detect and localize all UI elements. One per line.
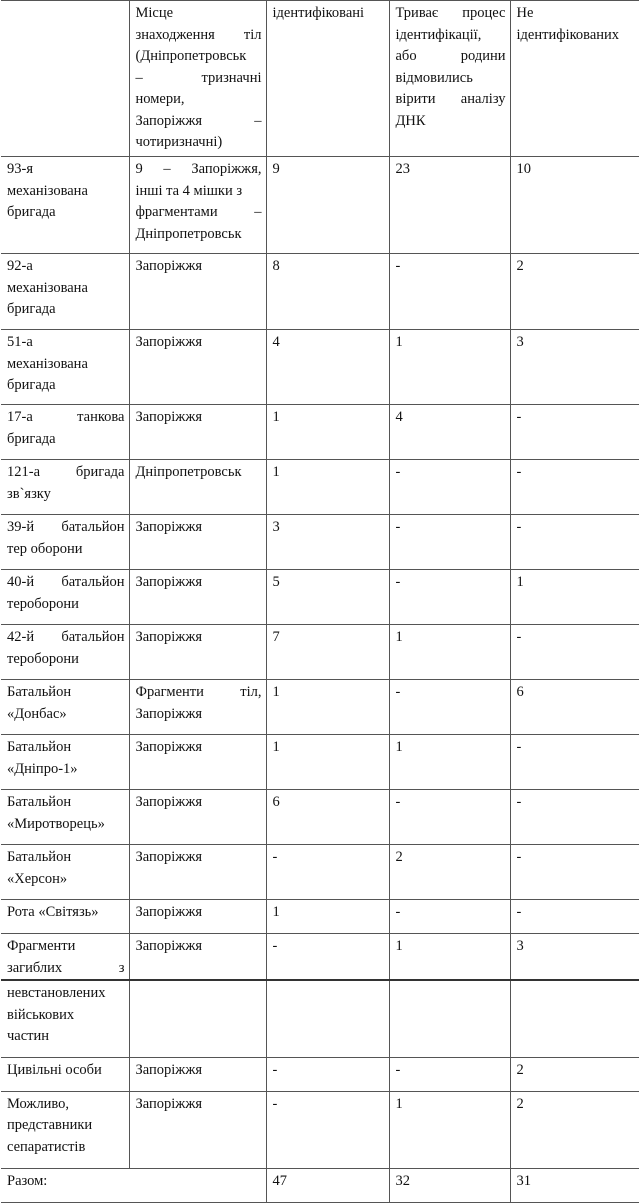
identified-cell [266,980,389,1057]
unit-cell [1,254,129,330]
not-identified-cell [510,980,639,1057]
unit-cell [1,980,129,1057]
unit-cell-line: 39-й батальйон [7,519,125,535]
header-unit [1,1,129,157]
unit-cell-line: бригада [7,377,56,393]
table-row [1,680,639,735]
unit-cell-line: загиблих з [7,959,125,976]
not-identified-cell: - [510,845,639,900]
unit-cell [1,1091,129,1168]
unit-cell [1,330,129,405]
location-cell [129,1091,266,1168]
location-cell [129,900,266,934]
location-cell-line: Запоріжжя [135,1061,203,1078]
in-progress-cell: 23 [389,157,510,254]
unit-cell-line: сепаратистів [7,1138,86,1155]
table-row [1,570,639,625]
identified-cell: 5 [266,570,389,625]
location-cell [129,570,266,625]
header-row [1,1,639,157]
identified-cell: 6 [266,790,389,845]
unit-cell-line: «Миротворець» [7,815,105,832]
unit-cell [1,790,129,845]
location-cell [129,680,266,735]
header-identified: ідентифіковані [266,1,389,157]
location-cell-line: Запоріжжя [135,904,203,920]
table-row [1,735,639,790]
location-cell-line: Дніпропетровськ [135,464,242,480]
unit-cell-line: тероборони [7,595,79,612]
unit-cell-line: бригада [7,430,56,447]
location-cell [129,735,266,790]
unit-cell-line: Фрагменти [7,938,76,954]
identified-cell: 1 [266,900,389,934]
header-in-progress-line: ідентифікації, [395,26,482,43]
table-row [1,934,639,981]
unit-cell-line: тер оборони [7,540,83,557]
unit-cell-line: механізована [7,355,88,372]
location-cell-line: Запоріжжя [135,739,203,755]
in-progress-cell: 1 [389,735,510,790]
unit-cell-line: Можливо, [7,1095,70,1112]
unit-cell-line: бригада [7,204,56,220]
in-progress-cell: 1 [389,625,510,680]
total-in-progress: 32 [389,1168,510,1202]
location-cell [129,845,266,900]
not-identified-cell: - [510,900,639,934]
location-cell-line: Запоріжжя [135,409,203,425]
table-row [1,405,639,460]
location-cell [129,405,266,460]
location-cell-line: інші та 4 мішки з [135,182,243,199]
location-cell-line: Фрагменти тіл, [135,684,262,700]
identified-cell: 3 [266,515,389,570]
unit-cell-line: «Донбас» [7,705,67,722]
in-progress-cell: - [389,900,510,934]
header-location-line: – тризначні [135,69,262,86]
header-not-identified-line: Не [516,5,534,21]
in-progress-cell: - [389,570,510,625]
table-row [1,1091,639,1168]
unit-cell-line: Батальйон [7,684,72,700]
unit-cell-line: механізована [7,182,88,199]
table-row [1,625,639,680]
location-cell-line: Запоріжжя [135,519,203,535]
total-not-identified: 31 [510,1168,639,1202]
location-cell-line: Запоріжжя [135,629,203,645]
table-row [1,845,639,900]
identified-cell: - [266,845,389,900]
location-cell [129,980,266,1057]
unit-cell-line: військових [7,1006,75,1023]
table-row [1,900,639,934]
unit-cell [1,934,129,981]
unit-cell-line: частин [7,1028,50,1044]
header-in-progress-line: відмовились [395,69,473,86]
total-label: Разом: [1,1168,266,1202]
header-location-line: номери, [135,91,185,107]
identified-cell: 1 [266,680,389,735]
location-cell-line: Запоріжжя [135,334,203,350]
in-progress-cell: - [389,254,510,330]
unit-cell [1,845,129,900]
unit-cell [1,680,129,735]
location-cell [129,157,266,254]
identified-cell: 4 [266,330,389,405]
unit-cell [1,900,129,934]
not-identified-cell: 10 [510,157,639,254]
unit-cell [1,460,129,515]
unit-cell-line: представники [7,1117,93,1133]
header-location [129,1,266,157]
location-cell-line: фрагментами – [135,204,262,220]
location-cell-line: Запоріжжя [135,938,203,954]
unit-cell-line: 51-а [7,334,33,350]
unit-cell-line: 121-а бригада [7,464,125,480]
unit-cell-line: 17-а танкова [7,409,125,425]
location-cell [129,934,266,981]
not-identified-cell: 2 [510,1091,639,1168]
in-progress-cell: 4 [389,405,510,460]
table-row [1,254,639,330]
unit-cell-line: тероборони [7,650,79,667]
identified-cell: - [266,1091,389,1168]
table-row [1,980,639,1057]
table-row [1,157,639,254]
table-row [1,460,639,515]
location-cell-line: Дніпропетровськ [135,225,242,242]
unit-cell-line: Цивільні особи [7,1061,102,1078]
in-progress-cell: - [389,790,510,845]
unit-cell-line: Батальйон [7,739,72,755]
unit-cell-line: зв`язку [7,485,51,502]
unit-cell [1,1057,129,1091]
header-location-line: Запоріжжя – [135,112,262,129]
table-row [1,790,639,845]
location-cell-line: Запоріжжя [135,794,203,810]
identified-cell: 1 [266,460,389,515]
header-in-progress-line: вірити аналізу [395,91,506,107]
unit-cell-line: Батальйон [7,794,72,810]
unit-cell-line: 42-й батальйон [7,629,125,645]
location-cell [129,1057,266,1091]
identified-cell: - [266,934,389,981]
location-cell [129,254,266,330]
not-identified-cell: - [510,515,639,570]
in-progress-cell: - [389,680,510,735]
unit-cell-line: Рота «Світязь» [7,904,99,920]
not-identified-cell: 3 [510,330,639,405]
not-identified-cell: - [510,625,639,680]
not-identified-cell: - [510,735,639,790]
identified-cell: 1 [266,735,389,790]
table-body [1,1,639,1203]
identified-cell: 1 [266,405,389,460]
unit-cell [1,735,129,790]
in-progress-cell: - [389,460,510,515]
location-cell-line: Запоріжжя [135,1095,203,1112]
not-identified-cell: 2 [510,1057,639,1091]
in-progress-cell: 1 [389,1091,510,1168]
header-location-line: знаходження тіл [135,26,262,43]
unit-cell [1,570,129,625]
not-identified-cell: - [510,460,639,515]
location-cell-line: 9 – Запоріжжя, [135,161,262,177]
unit-cell [1,625,129,680]
unit-cell [1,515,129,570]
table-row [1,515,639,570]
location-cell-line: Запоріжжя [135,705,203,722]
in-progress-cell: 1 [389,934,510,981]
in-progress-cell: - [389,515,510,570]
location-cell [129,790,266,845]
location-cell-line: Запоріжжя [135,258,203,274]
header-not-identified-line: ідентифікованих [516,26,620,43]
unit-cell [1,405,129,460]
identification-table [1,0,639,1203]
header-location-line: (Дніпропетровськ [135,48,247,64]
identified-cell: 7 [266,625,389,680]
header-not-identified [510,1,639,157]
table-row [1,330,639,405]
unit-cell-line: 93-я [7,161,33,177]
unit-cell-line: «Дніпро-1» [7,760,78,777]
unit-cell-line: Батальйон [7,849,72,865]
in-progress-cell: - [389,1057,510,1091]
not-identified-cell: - [510,790,639,845]
total-identified: 47 [266,1168,389,1202]
total-row [1,1168,639,1202]
unit-cell-line: «Херсон» [7,870,68,887]
unit-cell-line: 92-а [7,258,33,274]
identified-cell: 8 [266,254,389,330]
header-in-progress-line: або родини [395,48,506,64]
header-in-progress-line: ДНК [395,112,426,129]
location-cell [129,330,266,405]
unit-cell-line: механізована [7,279,88,296]
not-identified-cell: 3 [510,934,639,981]
identified-cell: 9 [266,157,389,254]
in-progress-cell: 1 [389,330,510,405]
unit-cell [1,157,129,254]
header-location-line: чотиризначні) [135,134,223,150]
unit-cell-line: бригада [7,301,56,317]
not-identified-cell: - [510,405,639,460]
header-in-progress [389,1,510,157]
identified-cell: - [266,1057,389,1091]
header-in-progress-line: Триває процес [395,5,506,21]
not-identified-cell: 1 [510,570,639,625]
location-cell [129,460,266,515]
table-row [1,1057,639,1091]
header-location-line: Місце [135,5,174,21]
unit-cell-line: 40-й батальйон [7,574,125,590]
not-identified-cell: 2 [510,254,639,330]
location-cell-line: Запоріжжя [135,849,203,865]
location-cell [129,515,266,570]
in-progress-cell: 2 [389,845,510,900]
unit-cell-line: невстановлених [7,985,106,1001]
not-identified-cell: 6 [510,680,639,735]
location-cell [129,625,266,680]
location-cell-line: Запоріжжя [135,574,203,590]
in-progress-cell [389,980,510,1057]
